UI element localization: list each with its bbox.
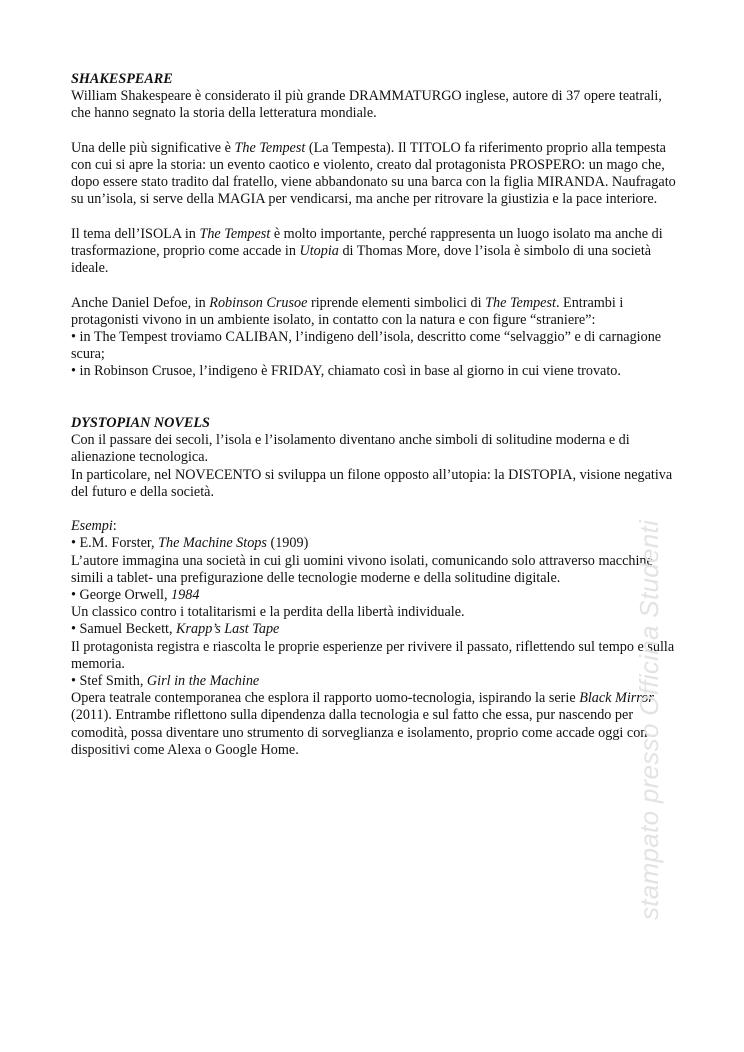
work-title: The Machine Stops — [158, 535, 267, 552]
work-title: The Tempest — [234, 139, 306, 156]
work-title: Girl in the Machine — [146, 673, 260, 690]
shakespeare-island-paragraph: Il tema dell’ISOLA in The Tempest è molto importante, perché rappresenta un luogo isolato ma anche di trasformazione, proprio come accade in Utopia di Thomas More, dove l’isola è simbolo di una società ideale. — [71, 225, 663, 277]
work-title: Robinson Crusoe — [209, 294, 308, 311]
examples-label: Esempi: — [71, 518, 117, 535]
work-title: Krapp’s Last Tape — [176, 621, 280, 638]
section-heading-shakespeare: SHAKESPEARE — [71, 71, 173, 87]
shakespeare-tempest-paragraph: Una delle più significative è The Tempest (La Tempesta). Il TITOLO fa riferimento proprio alla tempesta con cui si apre la storia: un evento caotico e violento, creato dal protagonista PROSPERO: un mago che, dopo essere stato tradito dal fratello, viene abbandonato su una barca con la figlia MIRANDA. Naufragato su un’isola, si serve della MAGIA per vendicarsi, ma anche per ritrovare la giustizia e la pace interiore. — [71, 139, 676, 208]
bullet-friday: • in Robinson Crusoe, l’indigeno è FRIDAY, chiamato così in base al giorno in cui viene trovato. — [71, 363, 621, 380]
bullet-caliban: • in The Tempest troviamo CALIBAN, l’indigeno dell’isola, descritto come “selvaggio” e di carnagione scura; — [71, 329, 662, 363]
shakespeare-defoe-paragraph: Anche Daniel Defoe, in Robinson Crusoe riprende elementi simbolici di The Tempest. Entrambi i protagonisti vivono in un ambiente isolato, in contatto con la natura e con figure “straniere”: — [71, 294, 624, 328]
section-heading-dystopian: DYSTOPIAN NOVELS — [71, 415, 210, 431]
watermark: stampato presso Officina Studenti — [634, 519, 664, 920]
dystopian-novecento: In particolare, nel NOVECENTO si sviluppa un filone opposto all’utopia: la DISTOPIA, visione negativa del futuro e della società. — [71, 466, 673, 500]
example-beckett: • Samuel Beckett, Krapp’s Last Tape — [71, 621, 280, 638]
example-forster: • E.M. Forster, The Machine Stops (1909) — [71, 535, 309, 552]
example-orwell-desc: Un classico contro i totalitarismi e la perdita della libertà individuale. — [71, 604, 465, 621]
work-title: Utopia — [299, 243, 339, 259]
work-title: The Tempest — [485, 294, 556, 311]
work-title: 1984 — [171, 587, 200, 604]
example-beckett-desc: Il protagonista registra e riascolta le proprie esperienze per rivivere il passato, riflettendo sul tempo e sulla memoria. — [71, 638, 675, 672]
work-title: Black Mirror — [579, 690, 654, 707]
example-smith: • Stef Smith, Girl in the Machine — [71, 673, 260, 690]
document-body — [71, 71, 677, 759]
example-smith-desc: Opera teatrale contemporanea che esplora il rapporto uomo-tecnologia, ispirando la serie Black Mirror (2011). Entrambe riflettono sulla dipendenza dalla tecnologia e sul fatto che essa, pur nascendo per comodità, possa diventare uno strumento di sorveglianza e isolamento, proprio come accade oggi con dispositivi come Alexa o Google Home. — [71, 690, 654, 758]
shakespeare-intro: William Shakespeare è considerato il più grande DRAMMATURGO inglese, autore di 37 opere teatrali, che hanno segnato la storia della letteratura mondiale. — [71, 88, 662, 122]
example-orwell: • George Orwell, 1984 — [71, 587, 200, 604]
example-forster-desc: L’autore immagina una società in cui gli uomini vivono isolati, comunicando solo attraverso macchine simili a tablet- una prefigurazione delle tecnologie moderne e della solitudine digitale. — [71, 552, 653, 586]
dystopian-intro: Con il passare dei secoli, l’isola e l’isolamento diventano anche simboli di solitudine moderna e di alienazione tecnologica. — [71, 432, 630, 466]
work-title: The Tempest — [199, 225, 271, 242]
